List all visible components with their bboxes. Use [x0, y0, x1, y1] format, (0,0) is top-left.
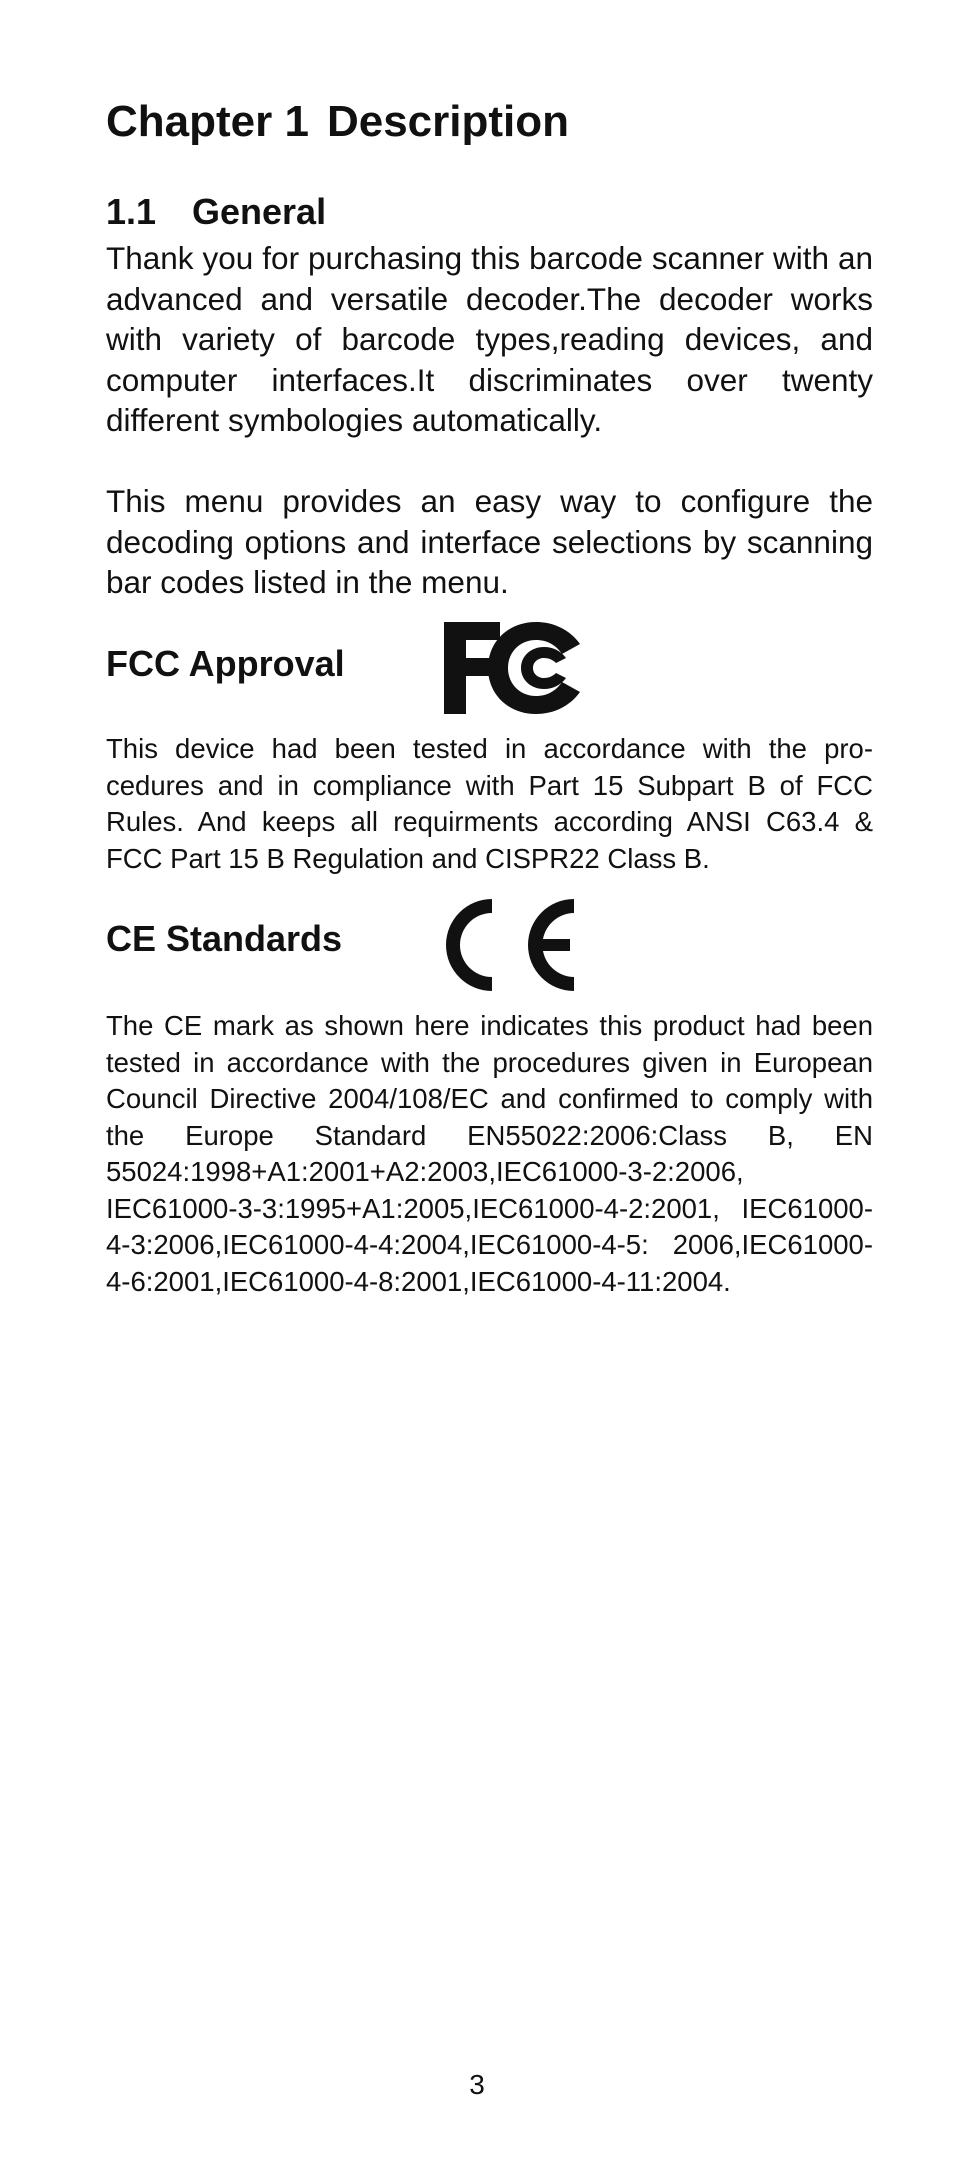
- section-title: [106, 190, 326, 234]
- page-number: 3: [469, 2069, 485, 2100]
- ce-text: The CE mark as shown here indicates this product had been tested in accordance with the procedures given in European Council Directive 2004/108/EC and confirmed to comply with the Europe Standard EN55022:2006:Class B, EN 55024:1998+A1:2001+A2:2003,IEC61000-3-2:2006, IEC61000-3-3:1995+A1:2005,IEC61000-4-2:2001, IEC61000-4-3:2006,IEC61000-4-4:2004,IEC61000-4-5: 2006,IEC61000-4-6:2001,IEC61000-4-8:2001,IEC61000-4-11:2004.: [106, 1010, 873, 1297]
- section-name: General: [192, 191, 327, 232]
- fcc-logo-icon: [442, 620, 582, 716]
- ce-heading: CE Standards: [106, 918, 343, 959]
- general-paragraph-1: Thank you for purchasing this barcode scanner with an advanced and versatile decoder.The decoder works with variety of barcode types,reading devices, and computer interfaces.It discriminates over twenty different symbologies automatically.: [106, 240, 873, 438]
- chapter-number: Chapter 1: [106, 97, 309, 146]
- chapter-title: [106, 95, 569, 149]
- section-number: 1.1: [106, 191, 157, 232]
- general-paragraph-2: This menu provides an easy way to configure the decoding options and interface selections by scanning bar codes listed in the menu.: [106, 483, 873, 600]
- chapter-name: Description: [326, 97, 569, 146]
- fcc-heading: FCC Approval: [106, 643, 345, 684]
- ce-mark-icon: [440, 895, 580, 995]
- fcc-text: This device had been tested in accordance with the procedures and in compliance with Part 15 Subpart B of FCC Rules. And keeps all requirments according ANSI C63.4 & FCC Part 15 B Regulation and CISPR22 Class B.: [106, 733, 873, 874]
